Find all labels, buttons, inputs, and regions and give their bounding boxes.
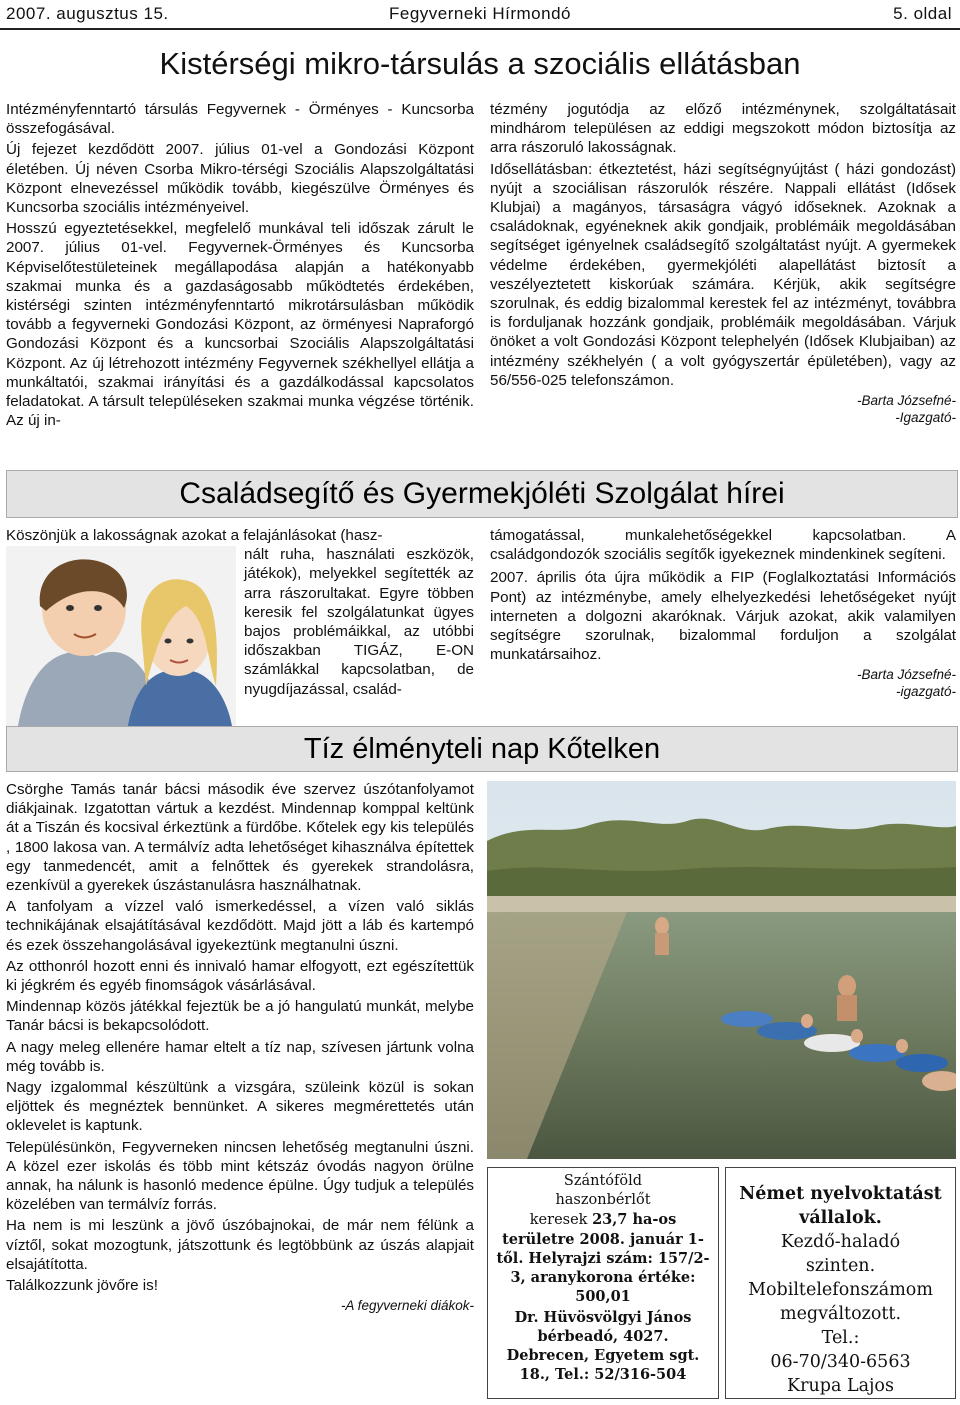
- article1-paragraph: Intézményfenntartó társulás Fegyvernek - Örményes - Kuncsorba összefogásával.: [6, 101, 474, 138]
- ad-line: szinten.: [805, 1256, 876, 1276]
- article3-paragraph: Mindennap közös játékkal fejeztük be a jó hangulatú munkát, melybe Tanár bácsi is bekapcsolódott.: [6, 998, 474, 1035]
- section-banner-family-services: [6, 470, 958, 518]
- article2-paragraph: támogatással, munkalehetőségekkel kapcsolatban. A családgondozók szociális segítők igyekeznek mindenkinek segíteni.: [490, 527, 956, 564]
- article2-paragraph: 2007. április óta újra működik a FIP (Foglalkoztatási Információs Pont) az intézménybe, amely elhelyezkedési lehetőségeket nyújt interneten a dolgozni akaróknak. Várjuk azokat, akik valamilyen segítségre szorulnak, bizalommal forduljon a szolgálat munkatársaihoz.: [490, 569, 956, 664]
- header-rule: [0, 28, 960, 30]
- article1-paragraph: Új fejezet kezdődött 2007. július 01-vel a Gondozási Központ életében. Új néven Csorba Mikro-térségi Szociális Alapszolgáltatási Központ elnevezéssel működik tovább, kiegészülve Örményes és Kuncsorba szociális intézményeivel.: [6, 141, 474, 217]
- article2-right-column: [490, 526, 956, 700]
- ad-contact: Dr. Hüvösvölgyi János bérbeadó, 4027. Debrecen, Egyetem sgt. 18., Tel.: 52/316-504: [506, 1309, 700, 1383]
- article1-right-column: [490, 100, 956, 426]
- ad-area: 23,7 ha-os: [592, 1211, 677, 1228]
- article2-wrap-text: nált ruha, használati eszközök, játékok), melyekkel segítették az arra rászorultakat. Egyre többen keresik fel szolgálatunkat ügyes bajos problémáikkal, az utóbbi időszakban TIGÁZ, E-ON számlákkal kapcsolatban, de nyugdíjazással, család-: [244, 546, 474, 698]
- article3-paragraph: Ha nem is mi leszünk a jövő úszóbajnokai, de már nem félünk a víztől, sokat mozogtunk, játszottunk és legtöbbünk az úszás alapjait elsajátította.: [6, 1217, 474, 1273]
- german-lessons-ad: [725, 1167, 956, 1399]
- article3-paragraph: Településünkön, Fegyverneken nincsen lehetőség megtanulni úszni. A közel ezer iskolás és több mint kétszáz óvodás nagyon örülne annak, ha nálunk is hasonló medence épülne. Úgy tudjuk a település közelében van termálvíz forrás.: [6, 1138, 474, 1214]
- article2-first-line: Köszönjük a lakosságnak azokat a felajánlásokat (hasz-: [6, 527, 383, 544]
- ad-title: Német nyelvoktatást vállalok.: [739, 1184, 942, 1228]
- article-title-swimming: Tíz élményteli nap Kőtelken: [303, 733, 661, 765]
- ad-line: Mobiltelefonszámom: [748, 1280, 933, 1300]
- issue-date: 2007. augusztus 15.: [6, 4, 169, 23]
- swimming-pool-photo: [487, 781, 956, 1159]
- children-illustration: [6, 546, 236, 741]
- article3-paragraph: Csörghe Tamás tanár bácsi második éve szervez úszótanfolyamot diákjainak. Izgatottan vártuk a kezdést. Mindennap komppal keltünk át a Tiszán és kocsival érkeztünk a fürdőbe. Kőtelek egy kis település , 1800 lakosa van. A termálvíz adta lehetőséget kihasználva építettek egy tanmedencét, amit a felnőttek és gyerekek strandolásra, ezenkívül a gyerekek úszástanulásra használhatnak.: [6, 781, 474, 895]
- ad-line: Tel.:: [821, 1328, 860, 1348]
- signature-name: -Barta Józsefné-: [856, 667, 956, 683]
- article3-paragraph: Találkozzunk jövőre is!: [6, 1277, 158, 1295]
- signature-role: -igazgató-: [895, 684, 956, 700]
- article3-paragraph: A tanfolyam a vízzel való ismerkedéssel, a vízen való siklás technikájának elsajátításával kezdődött. Majd jött a láb és kartempó és ezek összehangolásával igyekeztünk megtanulni úszni.: [6, 898, 474, 954]
- ad-phone: 06-70/340-6563: [770, 1352, 911, 1372]
- article1-paragraph: tézmény jogutódja az előző intézménynek, szolgáltatásait mindhárom településen az eddigi megszokott módon biztosítja az arra rászoruló lakosságnak.: [490, 101, 956, 157]
- article1-left-column: [6, 100, 474, 432]
- ad-line: [488, 1210, 718, 1230]
- newspaper-name: Fegyverneki Hírmondó: [389, 4, 571, 23]
- article3-signature: -A fegyverneki diákok-: [340, 1298, 474, 1314]
- article3-paragraph: A nagy meleg ellenére hamar eltelt a tíz nap, szívesen jártunk volna még tovább is.: [6, 1038, 474, 1075]
- article-title-microregion: Kistérségi mikro-társulás a szociális ellátásban: [159, 46, 801, 81]
- signature-name: -Barta Józsefné-: [856, 393, 956, 409]
- ad-details: területre 2008. január 1-től. Helyrajzi szám: 157/2-3, aranykorona értéke: 500,01: [496, 1231, 710, 1305]
- ad-line: haszonbérlőt: [555, 1192, 651, 1208]
- article-title-family-services: Családsegítő és Gyermekjóléti Szolgálat hírei: [179, 477, 785, 510]
- article3-paragraph: Az otthonról hozott enni és innivaló hamar elfogyott, ezt egészítettük ki jégkrém és egyéb finomságok vásárlásával.: [6, 957, 474, 995]
- article1-paragraph: Hosszú egyeztetésekkel, megfelelő munkával teli időszak zárult le 2007. július 01-vel. Fegyvernek-Örményes és Kuncsorba Képviselőtestületeinek megállapodása alapján a hatékonyabb szakmai munka és a gazdaságosabb működtetés érdekében, kistérségi szinten intézményfenntartó mikrotársulásban működik tovább a fegyverneki Gondozási Központ, az örményesi Napraforgó Gondozási Központ és a kuncsorbai Szociális Alapszolgáltatási Központ. Az új létrehozott intézmény Fegyvernek székhellyel ellátja a munkáltatói, szakmai irányítási és a gazdálkodással kapcsolatos feladatokat. A társult településeken szakmai munka végzése történik. Az új in-: [6, 220, 474, 430]
- ad-text: keresek: [529, 1212, 593, 1228]
- article3-column: [6, 780, 474, 1314]
- article3-paragraph: Nagy izgalommal készültünk a vizsgára, szüleink közül is sokan eljöttek és megnéztek bennünket. A sikeres megmérettetés után oklevelet is kaptunk.: [6, 1079, 474, 1135]
- article1-paragraph: Idősellátásban: étkeztetést, házi segítségnyújtást ( házi gondozást) nyújt a szociálisan rászorulók részére. Nappali ellátást (Idősek Klubjai) a magányos, társaságra vágyó időseknek. Azoknak a családoknak, egyéneknek akik gondjaik, problémáik megoldásában segítséget igényelnek családsegítő szolgáltatást nyújt. A gyermekek védelme érdekében, gyermekjóléti alapellátást biztosít a veszélyeztetett kiskorúak számára. Kérjük, akik segítségre szorulnak, és eddig bizalommal kerestek fel az intézményt, továbbra is forduljanak hozzánk gondjaik, problémáik megoldásában. Várjuk önöket a volt Gondozási Központ telephelyén (Idősek Klubjaiban) az intézmény székhelyén ( a volt gyógyszertár épületében), vagy az 56/556-025 telefonszámon.: [490, 160, 956, 389]
- page-number: 5. oldal: [893, 4, 952, 23]
- ad-line: Kezdő-haladó: [780, 1232, 901, 1252]
- article2-left-column: [6, 526, 474, 699]
- signature-role: -Igazgató-: [895, 410, 956, 426]
- ad-name: Krupa Lajos: [787, 1376, 894, 1396]
- section-banner-swimming: [6, 726, 958, 772]
- ad-line: Szántóföld: [563, 1173, 643, 1189]
- ad-line: megváltozott.: [779, 1304, 902, 1324]
- land-lease-ad: [487, 1167, 719, 1399]
